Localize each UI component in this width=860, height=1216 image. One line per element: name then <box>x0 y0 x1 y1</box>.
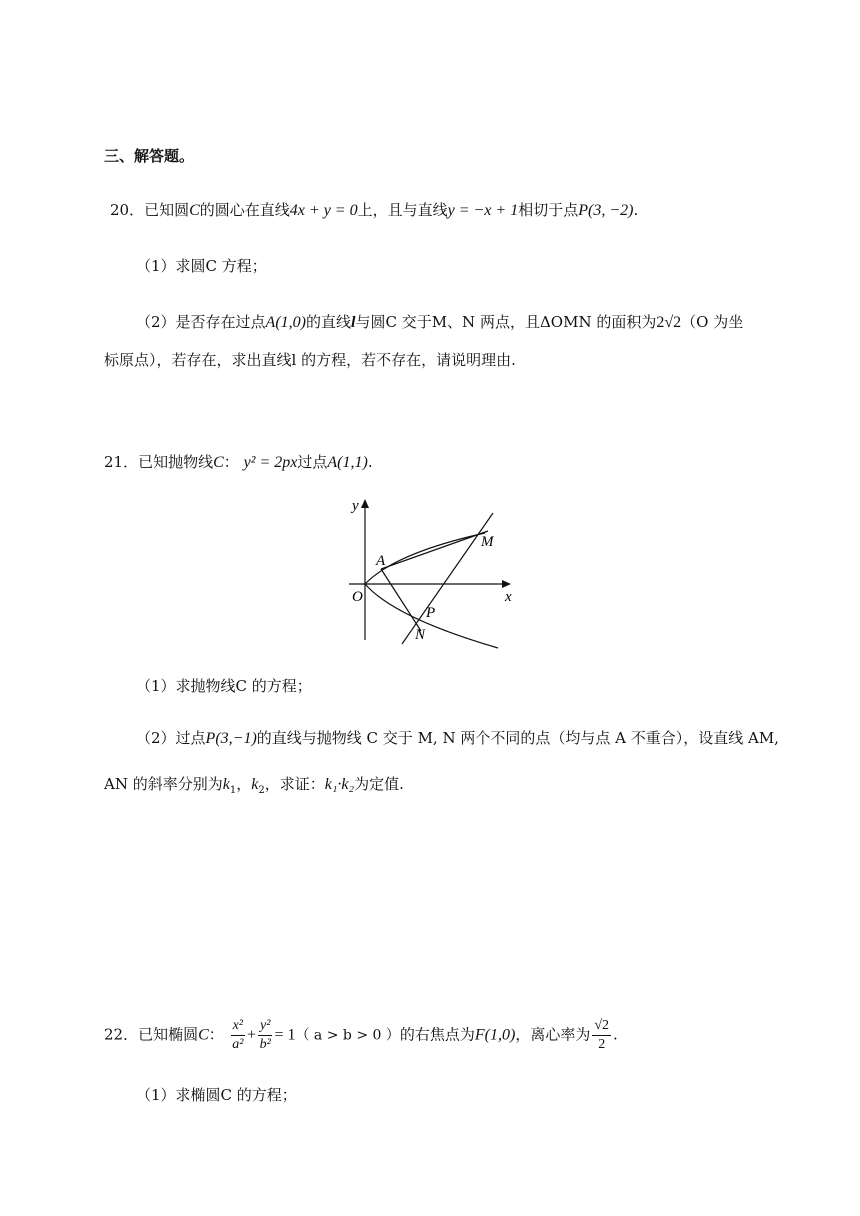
parabola-curve <box>365 533 498 648</box>
numerator: √2 <box>592 1017 611 1036</box>
text: ，求证： <box>264 775 325 793</box>
condition: （ a > b > 0 ） <box>295 1027 400 1044</box>
denominator: 2 <box>598 1037 606 1052</box>
question-21-part-1: （1）求抛物线C 的方程； <box>136 677 312 695</box>
text: 的右焦点为 <box>399 1025 475 1044</box>
question-number: 20． <box>110 201 145 219</box>
label-p: P <box>426 605 436 621</box>
y-axis-arrow <box>361 499 369 508</box>
text: 上，且与直线 <box>357 201 448 219</box>
text: 为定值. <box>354 775 404 793</box>
text: 的直线 <box>305 313 351 331</box>
label-x: x <box>505 589 512 605</box>
numerator: x² <box>231 1017 245 1036</box>
question-22-stem <box>104 1017 618 1054</box>
math-equation: y² = 2px <box>243 454 298 471</box>
question-21-part-2-line-1 <box>136 727 779 748</box>
text: . <box>367 453 373 471</box>
label-a: A <box>376 553 386 569</box>
math-equation: y = −x + 1 <box>447 202 519 219</box>
question-number: 21． <box>104 453 139 471</box>
question-21-part-2-line-2 <box>104 773 404 796</box>
question-21-stem <box>104 451 373 472</box>
text: 已知抛物线 <box>138 453 214 471</box>
section-title: 三、解答题。 <box>104 147 195 165</box>
line-am <box>381 531 488 569</box>
text: ，离心率为 <box>515 1025 591 1044</box>
text: （2）是否存在过点 <box>136 313 266 331</box>
question-20-stem <box>110 199 638 220</box>
math-point: A(1,0) <box>265 314 306 331</box>
denominator: b² <box>259 1037 271 1052</box>
text: 过点 <box>297 453 328 471</box>
text: . <box>613 1025 618 1044</box>
math-point: A(1,1) <box>327 454 368 471</box>
text: 已知圆 <box>144 201 190 219</box>
question-number: 22． <box>104 1025 139 1044</box>
parabola-figure <box>335 493 525 653</box>
math-value: 2√2 <box>656 314 682 331</box>
text: （2）过点 <box>136 729 206 747</box>
x-axis-arrow <box>502 580 511 588</box>
math-var: C <box>198 1026 209 1044</box>
numerator: y² <box>258 1017 272 1036</box>
text: 相切于点 <box>518 201 579 219</box>
question-20-part-1: （1）求圆C 方程； <box>136 257 267 275</box>
text: . <box>633 201 639 219</box>
line-an <box>381 569 421 631</box>
math-var: C <box>189 202 200 219</box>
label-m: M <box>481 534 494 550</box>
denominator: a² <box>232 1037 244 1052</box>
math-subscript: 2 <box>258 785 265 796</box>
math-var: k <box>251 776 259 793</box>
math-subscript: 1 <box>229 785 237 796</box>
text: ， <box>236 775 252 793</box>
fraction-x <box>231 1017 245 1054</box>
line-mn <box>402 513 493 644</box>
text: ： <box>208 1025 224 1044</box>
math-point: P(3,−1) <box>205 730 257 747</box>
question-20-part-2-line-1 <box>136 311 743 332</box>
fraction-eccentricity <box>592 1017 611 1054</box>
text: 的直线与抛物线 C 交于 M, N 两个不同的点（均与点 A 不重合），设直线 AM, <box>256 729 779 747</box>
label-o: O <box>352 589 363 605</box>
math-var: l <box>351 314 356 331</box>
math-op: = 1 <box>274 1026 296 1044</box>
math-equation: 4x + y = 0 <box>289 202 358 219</box>
text: 的圆心在直线 <box>199 201 290 219</box>
label-n: N <box>415 627 426 643</box>
text: ： <box>223 453 239 471</box>
math-var: C <box>213 454 224 471</box>
math-point: F(1,0) <box>474 1026 516 1044</box>
math-point: P(3, −2) <box>578 202 634 219</box>
fraction-y <box>258 1017 272 1054</box>
text: 已知椭圆 <box>138 1025 199 1044</box>
math-expression: k₁·k₂ <box>324 776 355 793</box>
math-op: + <box>247 1026 257 1044</box>
label-y: y <box>352 498 359 514</box>
question-20-part-2-line-2: 标原点），若存在，求出直线l 的方程，若不存在，请说明理由. <box>104 351 516 369</box>
text: （O 为坐 <box>681 313 744 331</box>
text: AN 的斜率分别为 <box>104 775 223 793</box>
math-var: k <box>222 776 230 793</box>
question-22-part-1: （1）求椭圆C 的方程； <box>136 1086 297 1104</box>
text: 与圆C 交于M、N 两点，且ΔOMN 的面积为 <box>355 313 657 331</box>
